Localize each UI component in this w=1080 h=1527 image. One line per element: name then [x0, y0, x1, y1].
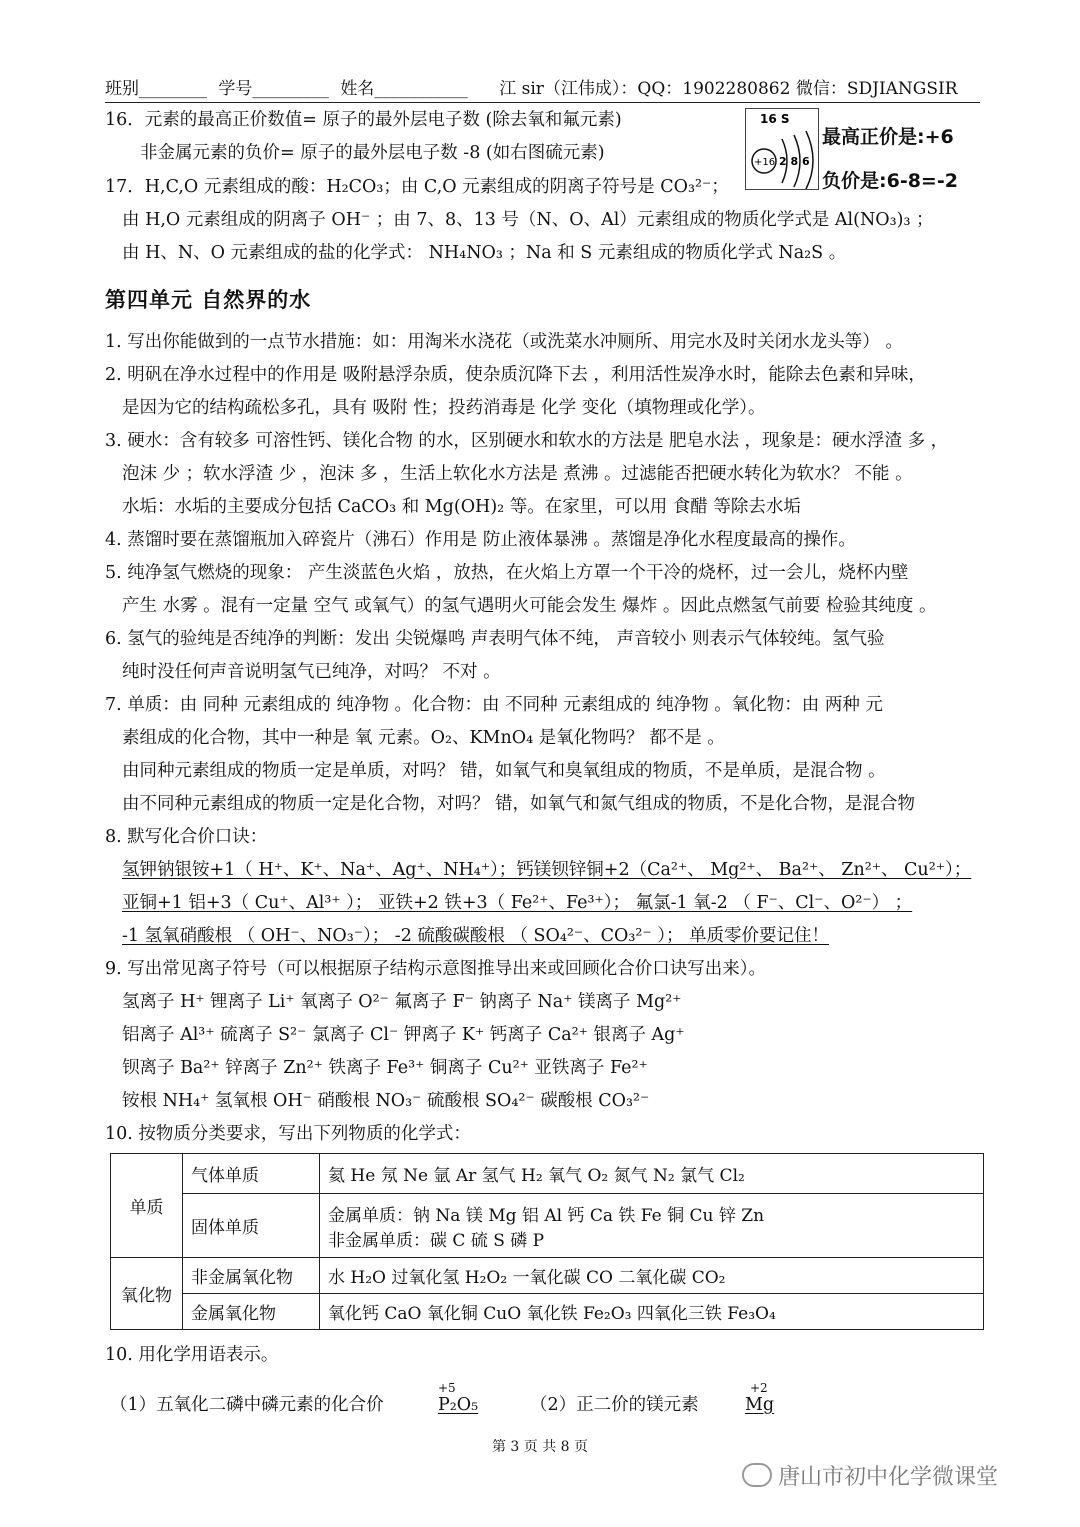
sulfur-atom-diagram: [745, 108, 819, 190]
cell-qiti: 气体单质: [183, 1154, 320, 1194]
nonmetal-elements: 非金属单质：碳 C 硫 S 磷 P: [328, 1230, 545, 1251]
class-field: 班别________: [105, 79, 207, 99]
atom-label: 16 S: [760, 112, 790, 126]
q3a: 3. 硬水：含有较多 可溶性钙、镁化合物 的水，区别硬水和软水的方法是 肥皂水法 ，现象是：硬水浮渣 多 ，: [105, 431, 949, 451]
q8a: 氢钾钠银铵+1（ H⁺、K⁺、Na⁺、Ag⁺、NH₄⁺）；钙镁钡锌铜+2（Ca²⁺、 Mg²⁺、 Ba²⁺、 Zn²⁺、 Cu²⁺）；: [122, 860, 972, 880]
q7c: 由同种元素组成的物质一定是单质，对吗？ 错，如氧气和臭氧组成的物质，不是单质，是混合物 。: [122, 761, 886, 781]
q9: 9. 写出常见离子符号（可以根据原子结构示意图推导出来或回顾化合价口诀写出来）。: [105, 959, 767, 979]
cell-danzhi: 单质: [111, 1154, 183, 1258]
q6b: 纯时没任何声音说明氢气已纯净，对吗？ 不对 。: [122, 662, 501, 682]
watermark: [742, 1460, 998, 1491]
q10c2: （2）正二价的镁元素: [530, 1395, 699, 1415]
q7a: 7. 单质：由 同种 元素组成的 纯净物 。化合物：由 不同种 元素组成的 纯净物 。氧化物：由 两种 元: [105, 695, 883, 715]
unit-title: 第四单元 自然界的水: [105, 288, 312, 312]
neg-valence: 负价是:6-8=-2: [822, 170, 958, 192]
nucleus-charge: +16: [754, 157, 776, 168]
q10: 10. 按物质分类要求，写出下列物质的化学式：: [105, 1124, 471, 1144]
q5b: 产生 水雾 。混有一定量 空气 或氧气）的氢气遇明火可能会发生 爆炸 。因此点燃氢气前要 检验其纯度 。: [122, 596, 937, 616]
q2a: 2. 明矾在净水过程中的作用是 吸附悬浮杂质，使杂质沉降下去 ，利用活性炭净水时，能除去色素和异味，: [105, 365, 926, 385]
q9d: 铵根 NH₄⁺ 氢氧根 OH⁻ 硝酸根 NO₃⁻ 硫酸根 SO₄²⁻ 碳酸根 CO₃²⁻: [122, 1091, 650, 1111]
q2b: 是因为它的结构疏松多孔，具有 吸附 性；投药消毒是 化学 变化（填物理或化学）。: [122, 398, 766, 418]
cell-js-value: 氧化钙 CaO 氧化铜 CuO 氧化铁 Fe₂O₃ 四氧化三铁 Fe₃O₄: [320, 1294, 984, 1330]
contact-info: 江 sir（江伟成）：QQ：1902280862 微信：SDJIANGSIR: [499, 79, 958, 99]
q5a: 5. 纯净氢气燃烧的现象： 产生淡蓝色火焰 ，放热，在火焰上方罩一个干冷的烧杯，过一会儿，烧杯内壁: [105, 563, 909, 583]
q9b: 铝离子 Al³⁺ 硫离子 S²⁻ 氯离子 Cl⁻ 钾离子 K⁺ 钙离子 Ca²⁺ 银离子 Ag⁺: [122, 1025, 685, 1045]
cell-fjs-value: 水 H₂O 过氧化氢 H₂O₂ 一氧化碳 CO 二氧化碳 CO₂: [320, 1258, 984, 1294]
name-field: 姓名___________: [340, 79, 468, 99]
cell-guti-value: [320, 1194, 984, 1258]
q8: 8. 默写化合价口诀：: [105, 827, 268, 847]
q1: 1. 写出你能做到的一点节水措施：如：用淘米水浇花（或洗菜水冲厕所、用完水及时关闭水龙头等） 。: [105, 332, 903, 352]
oxidation-p: +5: [438, 1381, 456, 1395]
q3c: 水垢：水垢的主要成分包括 CaCO₃ 和 Mg(OH)₂ 等。在家里，可以用 食醋 等除去水垢: [122, 497, 801, 517]
watermark-text: 唐山市初中化学微课堂: [778, 1465, 999, 1490]
page-header: [105, 76, 980, 103]
q4: 4. 蒸馏时要在蒸馏瓶加入碎瓷片（沸石）作用是 防止液体暴沸 。蒸馏是净化水程度最高的操作。: [105, 530, 856, 550]
item-16a: 16．元素的最高正价数值= 原子的最外层电子数 (除去氧和氟元素): [105, 110, 622, 130]
shell-electrons: 2 8 6: [779, 155, 810, 168]
item-16b: 非金属元素的负价= 原子的最外层电子数 -8 (如右图硫元素): [140, 143, 605, 163]
cell-yanghua: 氧化物: [111, 1258, 183, 1330]
wechat-icon: [742, 1463, 772, 1487]
page-footer: 第 3 页 共 8 页: [491, 1439, 589, 1455]
max-valence: 最高正价是:+6: [822, 126, 954, 148]
q6a: 6. 氢气的验纯是否纯净的判断：发出 尖锐爆鸣 声表明气体不纯， 声音较小 则表示气体较纯。氢气验: [105, 629, 885, 649]
q9a: 氢离子 H⁺ 锂离子 Li⁺ 氧离子 O²⁻ 氟离子 F⁻ 钠离子 Na⁺ 镁离子 Mg²⁺: [122, 992, 682, 1012]
q8b: 亚铜+1 铝+3（ Cu⁺、Al³⁺ ）； 亚铁+2 铁+3（ Fe²⁺、Fe³⁺）； 氟氯-1 氧-2 （ F⁻、Cl⁻、O²⁻） ；: [122, 893, 913, 913]
classification-table: [110, 1153, 984, 1330]
cell-js: 金属氧化物: [183, 1294, 320, 1330]
item-17c: 由 H、N、O 元素组成的盐的化学式： NH₄NO₃ ；Na 和 S 元素组成的物质化学式 Na₂S 。: [122, 243, 847, 263]
cell-fjs: 非金属氧化物: [183, 1258, 320, 1294]
q9c: 钡离子 Ba²⁺ 锌离子 Zn²⁺ 铁离子 Fe³⁺ 铜离子 Cu²⁺ 亚铁离子 Fe²⁺: [122, 1058, 648, 1078]
cell-guti: 固体单质: [183, 1194, 320, 1258]
q7b: 素组成的化合物，其中一种是 氧 元素。O₂、KMnO₄ 是氧化物吗？ 都不是 。: [122, 728, 725, 748]
cell-qiti-value: 氦 He 氖 Ne 氩 Ar 氢气 H₂ 氧气 O₂ 氮气 N₂ 氯气 Cl₂: [320, 1154, 984, 1194]
answer-p2o5: P₂O₅: [438, 1395, 479, 1415]
item-17b: 由 H,O 元素组成的阴离子 OH⁻ ；由 7、8、13 号（N、O、Al）元素组成的物质化学式是 Al(NO₃)₃ ；: [122, 210, 934, 230]
answer-mg: Mg: [745, 1395, 775, 1415]
student-id-field: 学号_________: [218, 79, 329, 99]
q8c: -1 氢氧硝酸根 （ OH⁻、NO₃⁻）； -2 硫酸碳酸根 （ SO₄²⁻、CO₃²⁻ ）； 单质零价要记住！: [122, 926, 830, 946]
metal-elements: 金属单质：钠 Na 镁 Mg 铝 Al 钙 Ca 铁 Fe 铜 Cu 锌 Zn: [328, 1205, 765, 1226]
oxidation-mg: +2: [750, 1381, 768, 1395]
q3b: 泡沫 少 ；软水浮渣 少 ，泡沫 多 ，生活上软化水方法是 煮沸 。过滤能否把硬水转化为软水？ 不能 。: [122, 464, 913, 484]
q7d: 由不同种元素组成的物质一定是化合物，对吗？ 错，如氧气和氮气组成的物质，不是化合物，是混合物: [122, 794, 916, 814]
q10b: 10. 用化学用语表示。: [105, 1345, 279, 1365]
item-17a: 17．H,C,O 元素组成的酸：H₂CO₃；由 C,O 元素组成的阴离子符号是 CO₃²⁻；: [105, 177, 729, 197]
q10c1: （1）五氧化二磷中磷元素的化合价: [110, 1395, 384, 1415]
